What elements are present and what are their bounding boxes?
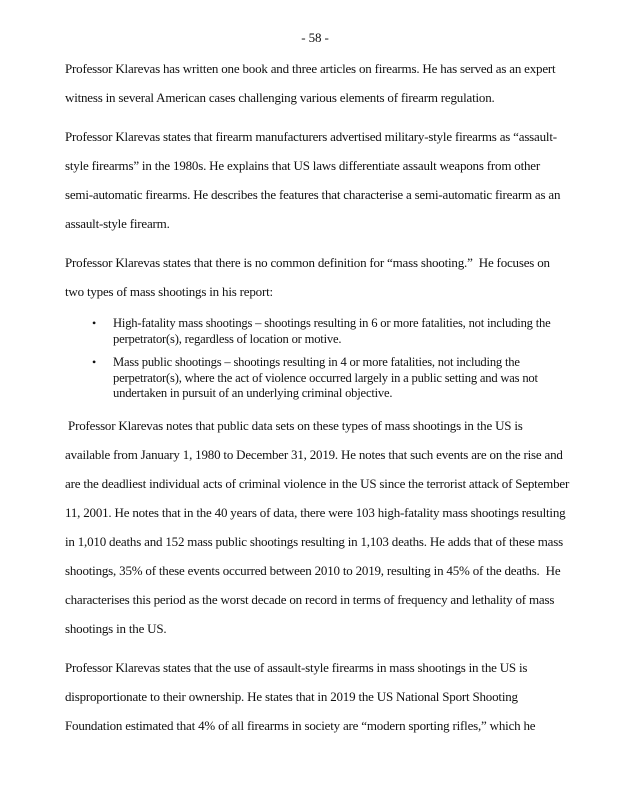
text-line: available from January 1, 1980 to December 31, 2019. He notes that such events are on the rise and bbox=[65, 446, 563, 462]
bullet-icon: • bbox=[92, 355, 97, 369]
text-line: two types of mass shootings in his report: bbox=[65, 284, 273, 299]
page-number: - 58 - bbox=[301, 30, 329, 45]
text-line: High-fatality mass shootings – shootings resulting in 6 or more fatalities, not including the bbox=[113, 316, 551, 330]
paragraph-assault-style-definition bbox=[65, 122, 565, 238]
text-line: witness in several American cases challenging various elements of firearm regulation. bbox=[65, 90, 495, 105]
text-line: Professor Klarevas states that the use of assault-style firearms in mass shootings in the US is bbox=[65, 659, 528, 675]
bullet-list bbox=[65, 316, 565, 402]
text-line: undertaken in pursuit of an underlying criminal objective. bbox=[113, 386, 393, 400]
bullet-item-high-fatality bbox=[65, 316, 565, 347]
text-line: 11, 2001. He notes that in the 40 years of data, there were 103 high-fatality mass shootings resulting bbox=[65, 504, 566, 520]
text-line: perpetrator(s), where the act of violence occurred largely in a public setting and was not bbox=[113, 370, 538, 385]
bullet-icon: • bbox=[92, 316, 97, 330]
text-line: Professor Klarevas states that firearm manufacturers advertised military-style firearms as “assault- bbox=[65, 129, 557, 144]
text-line: style firearms” in the 1980s. He explains that US laws differentiate assault weapons from other bbox=[65, 158, 540, 173]
text-line: Professor Klarevas states that there is no common definition for “mass shooting.” He focuses on bbox=[65, 255, 550, 270]
paragraph-ownership-disproportion bbox=[65, 653, 565, 740]
bullet-item-mass-public bbox=[65, 355, 565, 402]
text-line: assault-style firearm. bbox=[65, 216, 170, 231]
text-line: shootings, 35% of these events occurred between 2010 to 2019, resulting in 45% of the deaths. He bbox=[65, 562, 561, 578]
text-line: Professor Klarevas notes that public data sets on these types of mass shootings in the US is bbox=[65, 417, 523, 433]
text-line: semi-automatic firearms. He describes the features that characterise a semi-automatic firearm as an bbox=[65, 187, 561, 202]
paragraph-data-sets-statistics bbox=[65, 411, 570, 643]
text-line: Professor Klarevas has written one book and three articles on firearms. He has served as an expert bbox=[65, 61, 556, 76]
bullet-text bbox=[113, 355, 538, 402]
text-line: are the deadliest individual acts of criminal violence in the US since the terrorist attack of September bbox=[65, 475, 570, 491]
text-line: disproportionate to their ownership. He states that in 2019 the US National Sport Shooting bbox=[65, 688, 518, 704]
text-line: perpetrator(s), regardless of location or motive. bbox=[113, 331, 342, 346]
text-line: Mass public shootings – shootings resulting in 4 or more fatalities, not including the bbox=[113, 355, 520, 369]
text-line: shootings in the US. bbox=[65, 620, 167, 636]
text-line: Foundation estimated that 4% of all firearms in society are “modern sporting rifles,” which he bbox=[65, 717, 536, 733]
text-line: in 1,010 deaths and 152 mass public shootings resulting in 1,103 deaths. He adds that of these mass bbox=[65, 533, 563, 549]
paragraph-mass-shooting-definition bbox=[65, 248, 565, 306]
text-line: characterises this period as the worst decade on record in terms of frequency and lethality of mass bbox=[65, 591, 555, 607]
paragraph-expert-background bbox=[65, 54, 565, 112]
bullet-text bbox=[113, 316, 551, 347]
